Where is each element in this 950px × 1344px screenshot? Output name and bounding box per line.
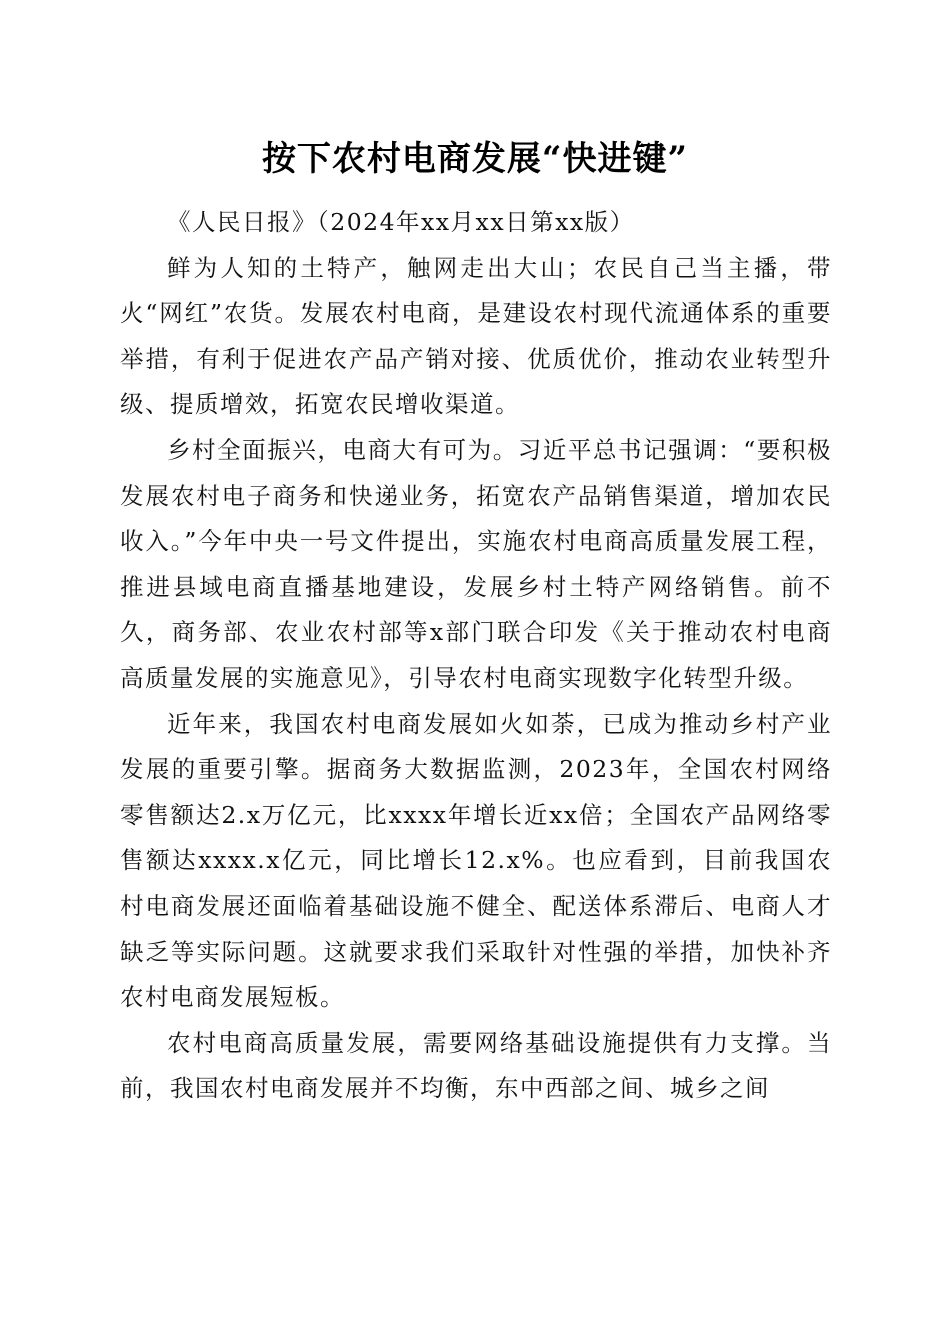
document-title: 按下农村电商发展“快进键” [261,139,689,179]
paragraph: 近年来，我国农村电商发展如火如荼，已成为推动乡村产业发展的重要引擎。据商务大数据监测，2023年，全国农村网络零售额达2.x万亿元，比xxxx年增长近xx倍；全国农产品网络零售额达xxxx.x亿元，同比增长12.x%。也应看到，目前我国农村电商发展还面临着基础设施不健全、配送体系滞后、电商人才缺乏等实际问题。这就要求我们采取针对性强的举措，加快补齐农村电商发展短板。 [120,709,832,1012]
document-body [120,200,832,1112]
paragraph: 乡村全面振兴，电商大有可为。习近平总书记强调：“要积极发展农村电子商务和快递业务，拓宽农产品销售渠道，增加农民收入。”今年中央一号文件提出，实施农村电商高质量发展工程，推进县域电商直播基地建设，发展乡村土特产网络销售。前不久，商务部、农业农村部等x部门联合印发《关于推动农村电商高质量发展的实施意见》，引导农村电商实现数字化转型升级。 [120,435,832,692]
source-line: 《人民日报》（2024年xx月xx日第xx版） [167,208,635,236]
paragraph: 鲜为人知的土特产，触网走出大山；农民自己当主播，带火“网红”农货。发展农村电商，是建设农村现代流通体系的重要举措，有利于促进农产品产销对接、优质优价，推动农业转型升级、提质增效，拓宽农民增收渠道。 [120,253,832,419]
paragraph: 农村电商高质量发展，需要网络基础设施提供有力支撑。当前，我国农村电商发展并不均衡，东中西部之间、城乡之间 [120,1028,832,1103]
